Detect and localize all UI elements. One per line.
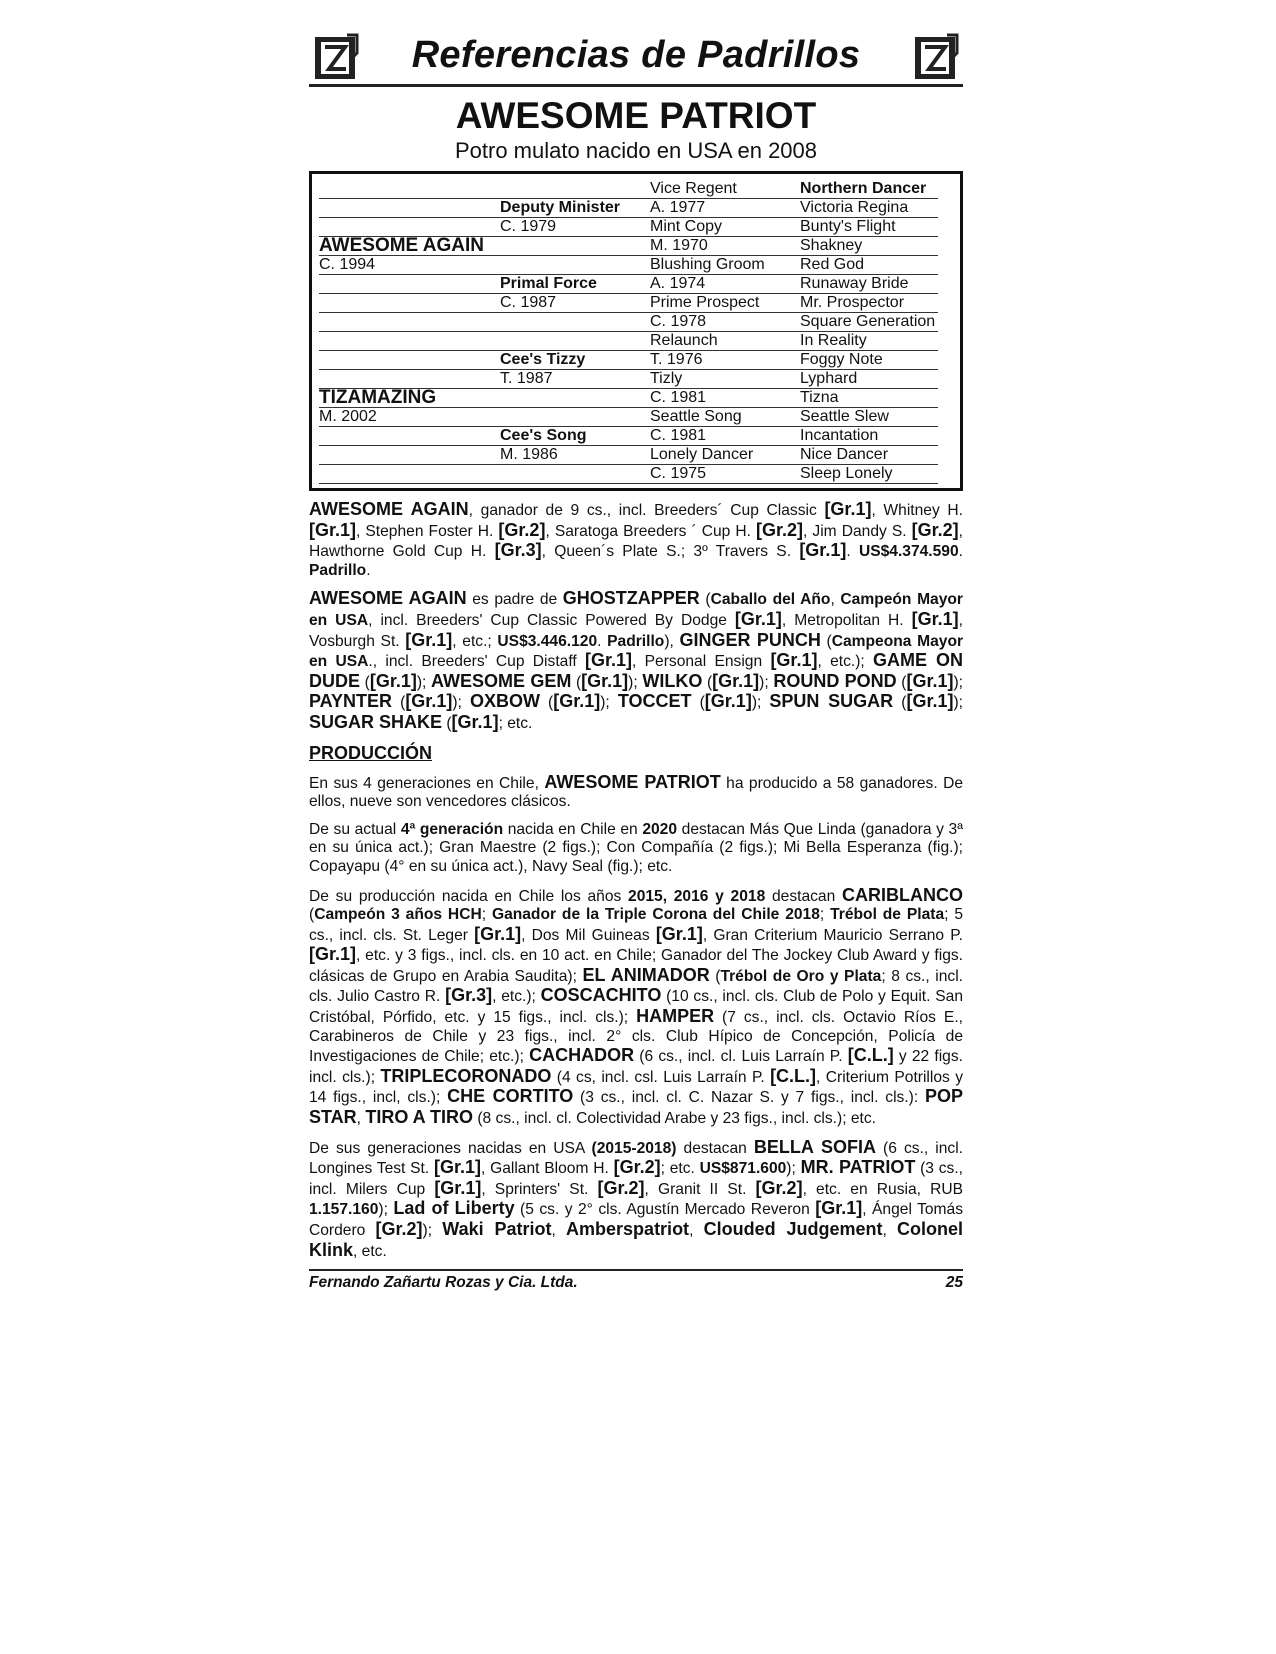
pedigree-row [319,464,938,484]
pedigree-cell: Vice Regent [650,180,737,197]
pedigree-cell: Incantation [800,427,879,444]
pedigree-cell: AWESOME AGAIN [319,235,485,256]
pedigree-cell: C. 1987 [500,294,557,311]
pedigree-cell: C. 1978 [650,313,707,330]
pedigree-row [319,179,938,199]
pedigree-cell: Sleep Lonely [800,465,893,482]
pedigree-cell: A. 1974 [650,275,706,292]
page-number: 25 [945,1274,963,1292]
pedigree-cell: Victoria Regina [800,199,909,216]
footer-company: Fernando Zañartu Rozas y Cia. Ltda. [309,1274,578,1292]
pedigree-cell: In Reality [800,332,867,349]
pedigree-cell: Relaunch [650,332,718,349]
sire-progeny-paragraph: AWESOME AGAIN es padre de GHOSTZAPPER (Caballo del Año, Campeón Mayor en USA, incl. Breeders' Cup Classic Powered By Dodge [Gr.1], Metropolitan H. [Gr.1], Vosburgh St. [Gr.1], etc.; US$3.446.120. Padrillo), GINGER PUNCH (Campeona Mayor en USA., incl. Breeders' Cup Distaff [Gr.1], Personal Ensign [Gr.1], etc.); GAME ON DUDE ([Gr.1]); AWESOME GEM ([Gr.1]); WILKO ([Gr.1]); ROUND POND ([Gr.1]); PAYNTER ([Gr.1]); OXBOW ([Gr.1]); TOCCET ([Gr.1]); SPUN SUGAR ([Gr.1]); SUGAR SHAKE ([Gr.1]; etc. [309,588,964,732]
pedigree-cell: C. 1979 [500,218,557,235]
pedigree-cell: C. 1981 [650,427,707,444]
pedigree-cell: C. 1994 [319,256,376,273]
horse-name: AWESOME PATRIOT [455,95,817,136]
pedigree-cell: Cee's Tizzy [500,351,586,368]
pedigree-row [319,388,938,408]
fourth-generation-paragraph: De su actual 4ª generación nacida en Chile en 2020 destacan Más Que Linda (ganadora y 3ª en su única act.); Gran Maestre (2 figs.); Con Compañía (2 figs.); Mi Bella Esperanza (fig.); Copayapu (4° en su única act.), Navy Seal (fig.); etc. [309,820,964,875]
pedigree-cell: Seattle Song [650,408,742,425]
pedigree-cell: A. 1977 [650,199,706,216]
usa-production-paragraph: De sus generaciones nacidas en USA (2015-2018) destacan BELLA SOFIA (6 cs., incl. Longines Test St. [Gr.1], Gallant Bloom H. [Gr.2]; etc. US$871.600); MR. PATRIOT (3 cs., incl. Milers Cup [Gr.1], Sprinters' St. [Gr.2], Granit II St. [Gr.2], etc. en Rusia, RUB 1.157.160); Lad of Liberty (5 cs. y 2° cls. Agustín Mercado Reveron [Gr.1], Ángel Tomás Cordero [Gr.2]); Waki Patriot, Amberspatriot, Clouded Judgement, Colonel Klink, etc. [309,1136,964,1260]
pedigree-cell: Foggy Note [800,351,883,368]
pedigree-cell: Deputy Minister [500,199,621,216]
pedigree-row [319,426,938,446]
page-header [309,30,963,87]
pedigree-row [319,293,938,313]
horse-subtitle: Potro mulato nacido en USA en 2008 [454,138,818,163]
pedigree-cell: Shakney [800,237,863,254]
pedigree-cell: TIZAMAZING [319,387,437,408]
pedigree-row [319,274,938,294]
pedigree-cell: Primal Force [500,275,597,292]
header-title: Referencias de Padrillos [411,34,861,76]
page [309,30,963,1296]
production-heading: PRODUCCIÓN [309,742,433,763]
pedigree-cell: Red God [800,256,865,273]
pedigree-cell: Lonely Dancer [650,446,754,463]
pedigree-cell: Tizna [800,389,839,406]
pedigree-cell: Mr. Prospector [800,294,905,311]
pedigree-cell: Cee's Song [500,427,587,444]
pedigree-cell: Nice Dancer [800,446,889,463]
pedigree-cell: Runaway Bride [800,275,909,292]
pedigree-cell: M. 1986 [500,446,558,463]
pedigree-cell: T. 1976 [650,351,703,368]
chile-production-paragraph: De su producción nacida en Chile los años 2015, 2016 y 2018 destacan CARIBLANCO (Campeón 3 años HCH; Ganador de la Triple Corona del Chile 2018; Trébol de Plata; 5 cs., incl. cls. St. Leger [Gr.1], Dos Mil Guineas [Gr.1], Gran Criterium Mauricio Serrano P. [Gr.1], etc. y 3 figs., incl. cls. en 10 act. en Chile; Ganador del The Jockey Club Award y figs. clásicas de Grupo en Arabia Saudita); EL ANIMADOR (Trébol de Oro y Plata; 8 cs., incl. cls. Julio Castro R. [Gr.3], etc.); COSCACHITO (10 cs., incl. cls. Club de Polo y Equit. San Cristóbal, Pórfido, etc. y 15 figs., incl. cls.); HAMPER (7 cs., incl. cls. Octavio Ríos E., Carabineros de Chile y 23 figs., incl. 2° cls. Club Hípico de Concepción, Policía de Investigaciones de Chile; etc.); CACHADOR (6 cs., incl. cl. Luis Larraín P. [C.L.] y 22 figs. incl. cls.); TRIPLECORONADO (4 cs, incl. csl. Luis Larraín P. [C.L.], Criterium Potrillos y 14 figs., incl, cls.); CHE CORTITO (3 cs., incl. cl. C. Nazar S. y 7 figs., incl. cls.): POP STAR, TIRO A TIRO (8 cs., incl. cl. Colectividad Arabe y 23 figs., incl. cls.); etc. [309,884,964,1128]
pedigree-cell: Seattle Slew [800,408,889,425]
pedigree-row [319,312,938,332]
pedigree-cell: M. 2002 [319,408,377,425]
sire-record-paragraph: AWESOME AGAIN, ganador de 9 cs., incl. Breeders´ Cup Classic [Gr.1], Whitney H. [Gr.1], Stephen Foster H. [Gr.2], Saratoga Breeders ´ Cup H. [Gr.2], Jim Dandy S. [Gr.2], Hawthorne Gold Cup H. [Gr.3], Queen´s Plate S.; 3º Travers S. [Gr.1]. US$4.374.590. Padrillo. [309,499,964,579]
pedigree-table [309,171,963,491]
pedigree-cell: T. 1987 [500,370,553,387]
pedigree-cell: Bunty's Flight [800,218,896,235]
pedigree-cell: C. 1975 [650,465,707,482]
pedigree-row [319,350,938,370]
pedigree-row [319,331,938,351]
production-summary-paragraph: En sus 4 generaciones en Chile, AWESOME PATRIOT ha producido a 58 ganadores. De ellos, nueve son vencedores clásicos. [309,771,963,811]
pedigree-cell: Mint Copy [650,218,723,235]
pedigree-row [319,407,938,427]
pedigree-row [319,198,938,218]
pedigree-cell: Lyphard [800,370,858,387]
pedigree-row [319,445,938,465]
zf-logo-icon [913,33,959,81]
pedigree-row [319,236,938,256]
pedigree-cell: Prime Prospect [650,294,760,311]
pedigree-cell: Square Generation [800,313,936,330]
pedigree-row [319,255,938,275]
pedigree-cell: Northern Dancer [800,180,927,197]
pedigree-cell: C. 1981 [650,389,707,406]
pedigree-cell: Blushing Groom [650,256,765,273]
pedigree-row [319,217,938,237]
pedigree-cell: Tizly [650,370,683,387]
page-footer [309,1269,963,1296]
pedigree-cell: M. 1970 [650,237,708,254]
pedigree-row [319,369,938,389]
